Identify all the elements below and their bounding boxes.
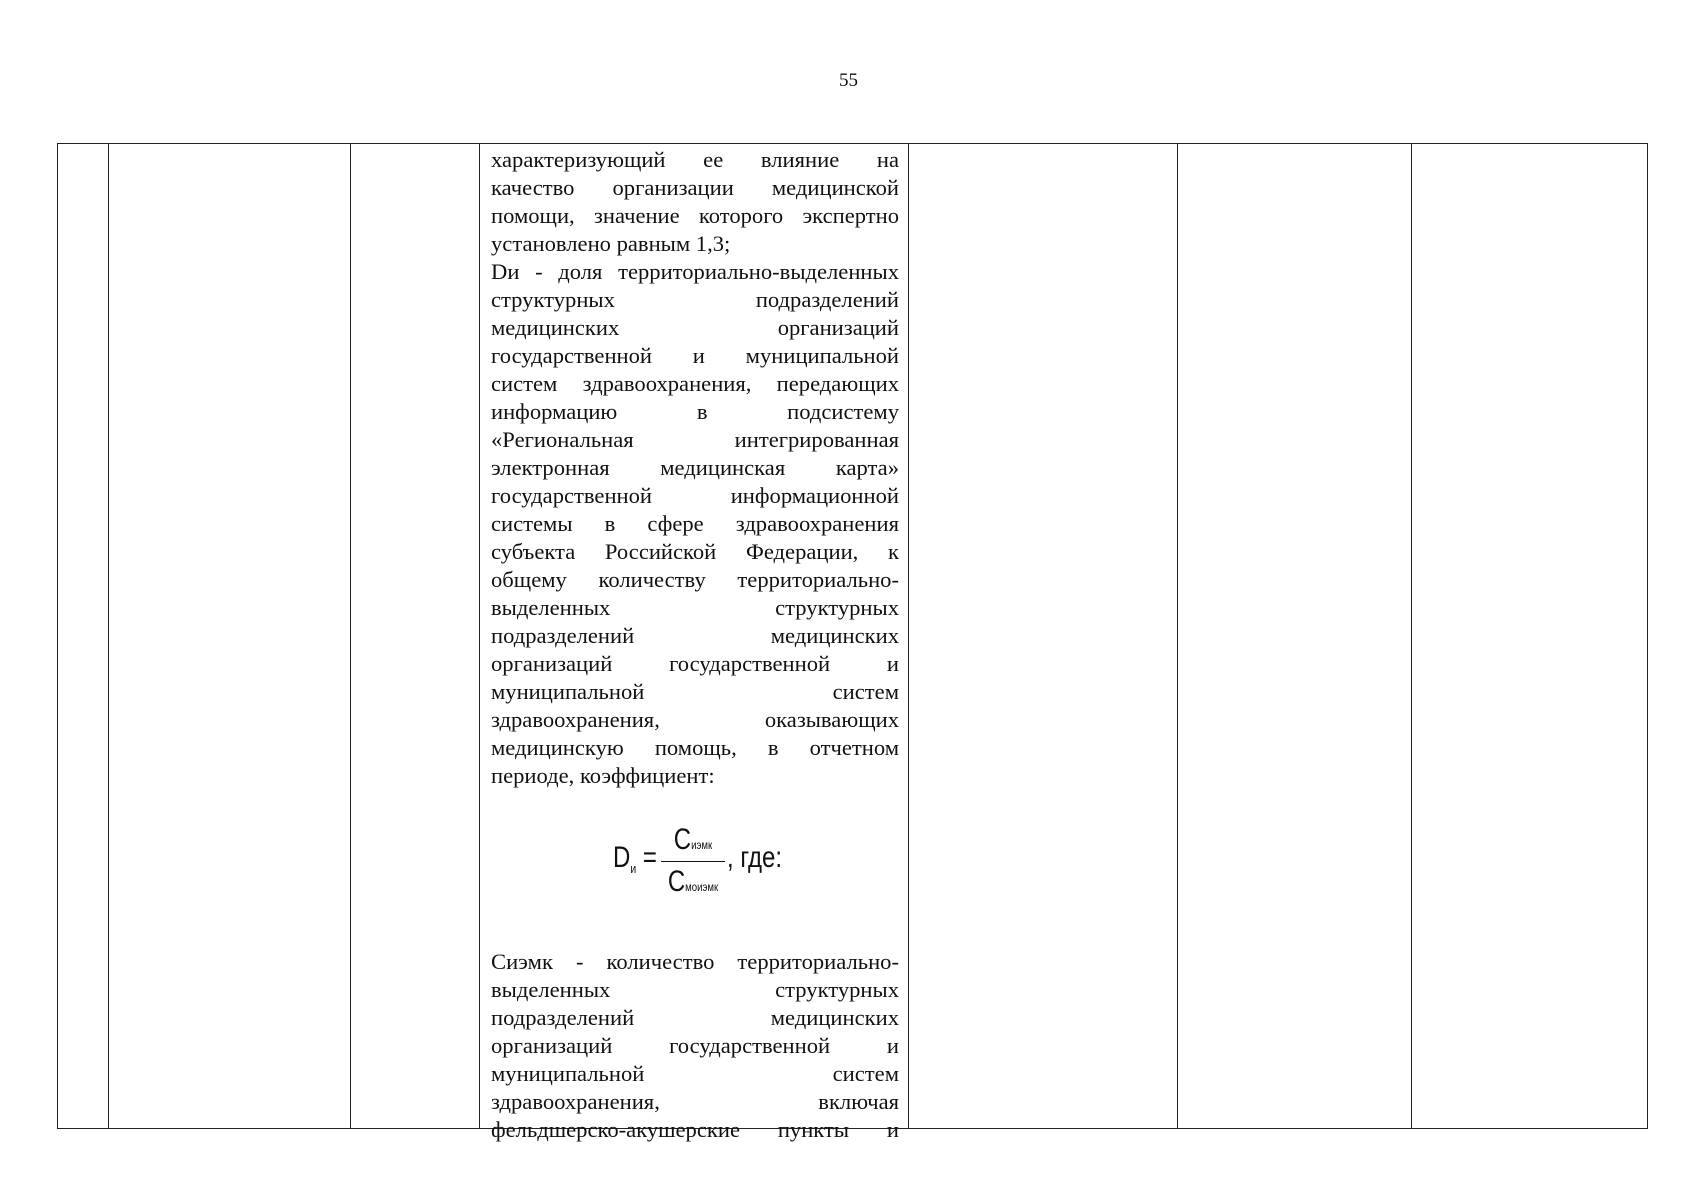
text-line: муниципальной систем [491, 679, 899, 704]
text-line: установлено равным 1,3; [491, 231, 731, 256]
text-line: субъекта Российской Федерации, к [491, 539, 899, 564]
text-line: структурных подразделений [491, 287, 899, 312]
column-divider [108, 144, 109, 1128]
text-line: характеризующий ее влияние на [491, 147, 899, 172]
text-line: общему количеству территориально- [491, 567, 899, 592]
column-divider [1177, 144, 1178, 1128]
text-line: муниципальной систем [491, 1061, 899, 1086]
column-divider [479, 144, 480, 1128]
column-divider [1411, 144, 1412, 1128]
text-line: государственной информационной [491, 483, 899, 508]
formula-denominator: Cмоиэмк [667, 865, 719, 898]
text-line: информацию в подсистему [491, 399, 899, 424]
page-number: 55 [839, 70, 858, 91]
text-line: «Региональная интегрированная [491, 427, 899, 452]
text-line: качество организации медицинской [491, 175, 899, 200]
formula-lhs: $D_и$ = [613, 841, 657, 876]
description-text-top [491, 146, 899, 790]
text-line: Dи - доля территориально-выделенных [491, 259, 899, 284]
text-line: помощи, значение которого экспертно [491, 203, 899, 228]
text-line: организаций государственной и [491, 1033, 899, 1058]
text-line: фельдшерско-акушерские пункты и [491, 1117, 899, 1142]
description-text-bottom [491, 948, 899, 1144]
text-line: Сиэмк - количество территориально- [491, 949, 899, 974]
description-cell [491, 146, 899, 1144]
document-table [57, 143, 1648, 1142]
text-line: организаций государственной и [491, 651, 899, 676]
text-line: медицинскую помощь, в отчетном [491, 735, 899, 760]
text-line: государственной и муниципальной [491, 343, 899, 368]
text-line: системы в сфере здравоохранения [491, 511, 899, 536]
formula-di [491, 798, 899, 948]
text-line: здравоохранения, включая [491, 1089, 899, 1114]
column-divider [908, 144, 909, 1128]
column-divider [350, 144, 351, 1128]
text-line: медицинских организаций [491, 315, 899, 340]
text-line: выделенных структурных [491, 977, 899, 1002]
fraction-bar [661, 861, 725, 862]
text-line: выделенных структурных [491, 595, 899, 620]
formula-tail: , где: [727, 841, 783, 874]
text-line: систем здравоохранения, передающих [491, 371, 899, 396]
text-line: здравоохранения, оказывающих [491, 707, 899, 732]
formula-fraction [661, 823, 725, 901]
text-line: периоде, коэффициент: [491, 763, 715, 788]
formula-numerator: Cиэмк [673, 823, 713, 856]
text-line: подразделений медицинских [491, 623, 899, 648]
text-line: электронная медицинская карта» [491, 455, 899, 480]
text-line: подразделений медицинских [491, 1005, 899, 1030]
